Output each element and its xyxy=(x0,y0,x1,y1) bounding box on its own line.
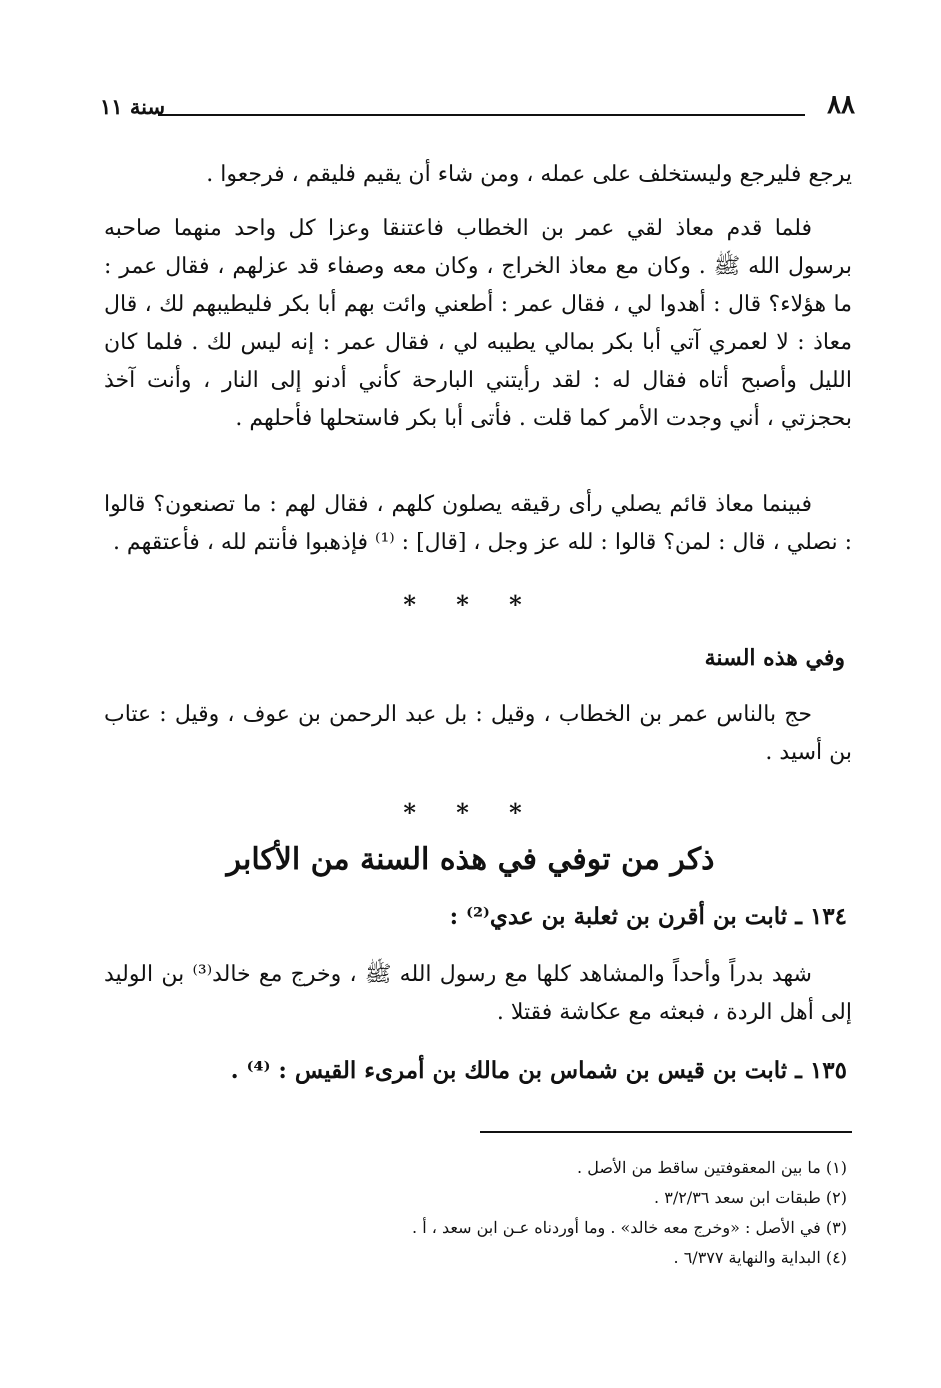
paragraph-1-text: يرجع فليرجع وليستخلف على عمله ، ومن شاء أن يقيم فليقم ، فرجعوا . xyxy=(206,162,852,187)
footnote-4: (٤) البداية والنهاية ٦/٣٧٧ . xyxy=(673,1248,847,1267)
page-number: ٨٨ xyxy=(827,90,855,120)
section-title: ذكر من توفي في هذه السنة من الأكابر xyxy=(226,842,715,877)
subheading-this-year: وفي هذه السنة xyxy=(704,645,845,671)
entry-134-body xyxy=(104,956,852,1032)
entry-134-heading: ١٣٤ ـ ثابت بن أقرن بن ثعلبة بن عدي⁽²⁾ : xyxy=(449,903,847,930)
footnote-1: (١) ما بين المعقوفتين ساقط من الأصل . xyxy=(577,1158,847,1177)
section-separator-1: * * * xyxy=(403,590,538,619)
entry-135-heading: ١٣٥ ـ ثابت بن قيس بن شماس بن مالك بن أمرىء القيس : ⁽⁴⁾ . xyxy=(230,1057,847,1084)
section-separator-2: * * * xyxy=(403,798,538,827)
paragraph-3-text: فبينما معاذ قائم يصلي رأى رقيقه يصلون كلهم ، فقال لهم : ما تصنعون؟ قالوا : نصلي ، قال : لمن؟ قالوا : لله عز وجل ، [قال] : ⁽¹⁾ فإذهبوا فأنتم لله ، فأعتقهم . xyxy=(104,492,852,555)
paragraph-2 xyxy=(104,210,852,438)
running-head-year: سنة ١١ xyxy=(100,94,166,119)
footnotes xyxy=(87,1153,847,1273)
paragraph-4 xyxy=(104,696,852,772)
paragraph-4-text: حج بالناس عمر بن الخطاب ، وقيل : بل عبد الرحمن بن عوف ، وقيل : عتاب بن أسيد . xyxy=(104,702,852,765)
paragraph-2-text: فلما قدم معاذ لقي عمر بن الخطاب فاعتنقا وعزا كل واحد منهما صاحبه برسول الله ﷺ . وكان مع معاذ الخراج ، وكان معه وصفاء قد عزلهم ، فقال عمر : ما هؤلاء؟ قال : أهدوا لي ، فقال عمر : أطعني وائت بهم أبا بكر فليطيبهم لك ، قال معاذ : لا لعمري آتي أبا بكر بمالي يطيبه لي ، فقال عمر : إنه ليس لك . فلما كان الليل وأصبح أتاه فقال له : لقد رأيتني البارحة كأني أدنو إلى النار ، وأنت آخذ بحجزتي ، أني وجدت الأمر كما قلت . فأتى أبا بكر فاستحلها فأحلهم . xyxy=(104,216,852,431)
footnote-rule xyxy=(480,1131,852,1133)
paragraph-3 xyxy=(104,486,852,562)
paragraph-1 xyxy=(104,156,852,194)
footnote-3: (٣) في الأصل : «وخرج معه خالد» . وما أوردناه عـن ابن سعد ، أ . xyxy=(412,1218,847,1237)
footnote-2: (٢) طبقات ابن سعد ٣/٢/٣٦ . xyxy=(654,1188,847,1207)
page-header xyxy=(100,90,855,130)
entry-134-text: شهد بدراً وأحداً والمشاهد كلها مع رسول الله ﷺ ، وخرج مع خالد⁽³⁾ بن الوليد إلى أهل الردة ، فبعثه مع عكاشة فقتلا . xyxy=(104,962,852,1025)
header-rule xyxy=(158,114,805,116)
